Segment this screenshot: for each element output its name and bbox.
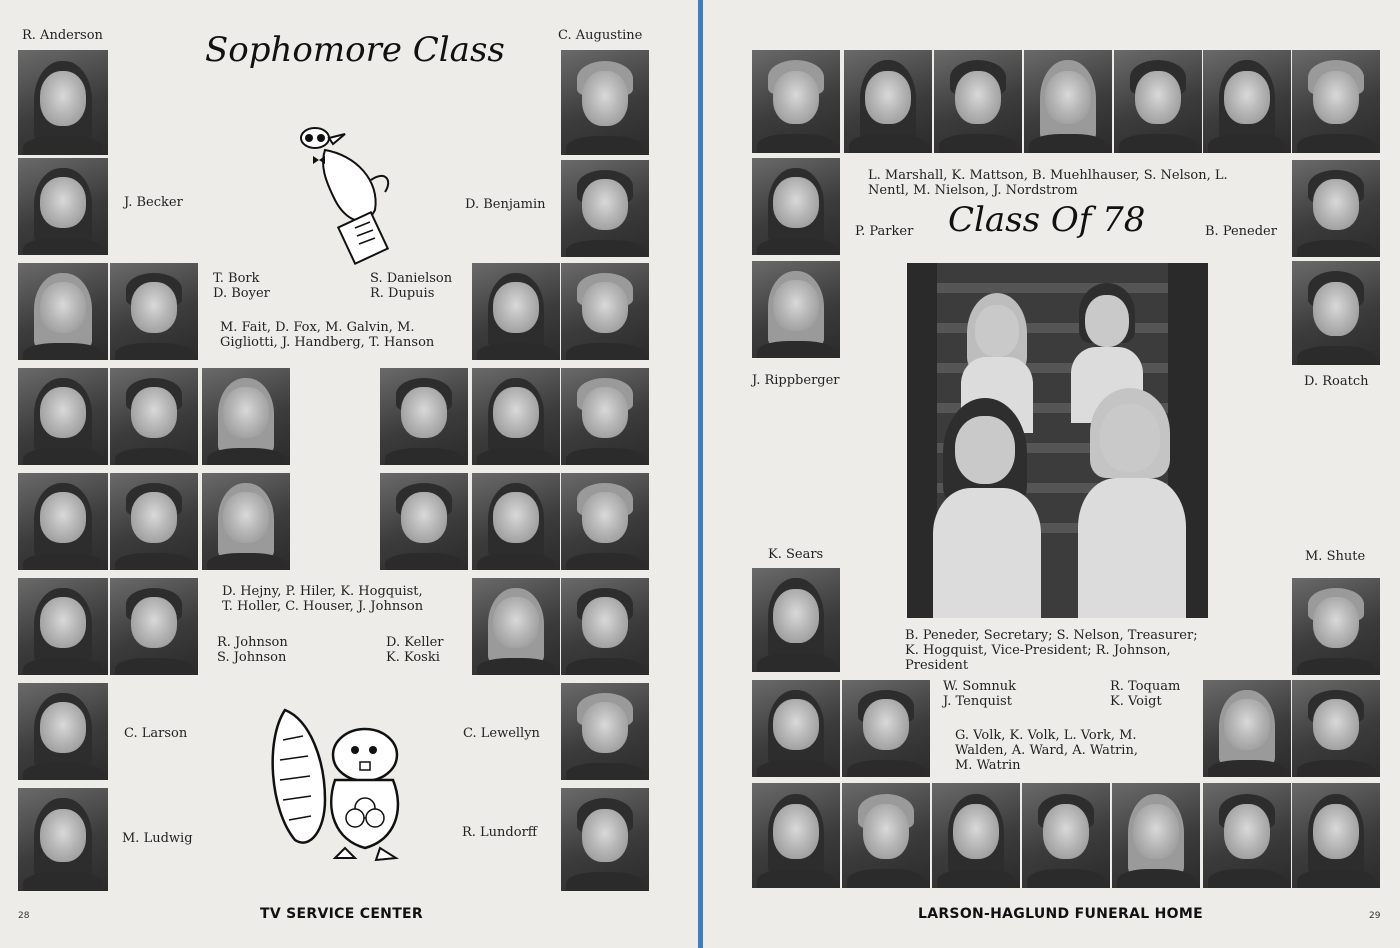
student-portrait xyxy=(18,158,108,255)
student-portrait xyxy=(472,263,560,360)
student-portrait xyxy=(110,473,198,570)
student-portrait xyxy=(752,50,840,153)
student-portrait xyxy=(844,50,932,153)
caption-officers: B. Peneder, Secretary; S. Nelson, Treasurer; K. Hogquist, Vice-President; R. Johnson, President xyxy=(905,628,1198,673)
class-officers-group-photo xyxy=(907,263,1208,618)
caption-peneder: B. Peneder xyxy=(1205,224,1277,239)
student-portrait xyxy=(561,160,649,257)
student-portrait xyxy=(752,158,840,255)
student-portrait xyxy=(18,50,108,155)
student-portrait xyxy=(202,368,290,465)
student-portrait xyxy=(934,50,1022,153)
caption-larson: C. Larson xyxy=(124,726,188,741)
student-portrait xyxy=(1292,160,1380,257)
student-portrait xyxy=(842,680,930,777)
caption-johnson-block: R. Johnson S. Johnson xyxy=(217,635,288,665)
student-portrait xyxy=(1292,783,1380,888)
caption-benjamin: D. Benjamin xyxy=(465,197,546,212)
student-portrait xyxy=(1024,50,1112,153)
student-portrait xyxy=(202,473,290,570)
caption-augustine: C. Augustine xyxy=(558,28,643,43)
student-portrait xyxy=(380,368,468,465)
student-portrait xyxy=(752,568,840,672)
caption-somnuk-block: W. Somnuk J. Tenquist xyxy=(943,679,1017,709)
class-of-78-title: Class Of 78 xyxy=(948,200,1146,240)
caption-toquam-block: R. Toquam K. Voigt xyxy=(1110,679,1181,709)
student-portrait xyxy=(1203,783,1291,888)
student-portrait xyxy=(1203,680,1291,777)
student-portrait xyxy=(18,683,108,780)
student-portrait xyxy=(1292,261,1380,365)
student-portrait xyxy=(18,473,108,570)
caption-ludwig: M. Ludwig xyxy=(122,831,193,846)
student-portrait xyxy=(561,263,649,360)
caption-anderson: R. Anderson xyxy=(22,28,103,43)
chicken-cartoon-icon xyxy=(285,120,405,270)
caption-sears: K. Sears xyxy=(768,547,824,562)
student-portrait xyxy=(18,788,108,891)
student-portrait xyxy=(1112,783,1200,888)
student-portrait xyxy=(1292,578,1380,675)
student-portrait xyxy=(561,683,649,780)
student-portrait xyxy=(1203,50,1291,153)
student-portrait xyxy=(1292,680,1380,777)
beaver-cartoon-icon xyxy=(265,700,425,865)
caption-hejny-block: D. Hejny, P. Hiler, K. Hogquist, T. Holler, C. Houser, J. Johnson xyxy=(222,584,424,614)
student-portrait xyxy=(752,783,840,888)
caption-lewellyn: C. Lewellyn xyxy=(463,726,540,741)
student-portrait xyxy=(752,680,840,777)
student-portrait xyxy=(18,263,108,360)
left-footer-sponsor: TV SERVICE CENTER xyxy=(260,906,423,922)
caption-fait-block: M. Fait, D. Fox, M. Galvin, M. Gigliotti, J. Handberg, T. Hanson xyxy=(220,320,435,350)
student-portrait xyxy=(561,788,649,891)
student-portrait xyxy=(110,368,198,465)
student-portrait xyxy=(561,578,649,675)
student-portrait xyxy=(472,368,560,465)
officer-figure xyxy=(927,398,1047,618)
student-portrait xyxy=(561,368,649,465)
right-footer-sponsor: LARSON-HAGLUND FUNERAL HOME xyxy=(918,906,1203,922)
student-portrait xyxy=(561,473,649,570)
caption-keller-block: D. Keller K. Koski xyxy=(386,635,444,665)
student-portrait xyxy=(18,578,108,675)
caption-marshall-block: L. Marshall, K. Mattson, B. Muehlhauser, S. Nelson, L. Nentl, M. Nielson, J. Nordstrom xyxy=(868,168,1228,198)
student-portrait xyxy=(380,473,468,570)
caption-lundorff: R. Lundorff xyxy=(462,825,538,840)
caption-parker: P. Parker xyxy=(855,224,914,239)
student-portrait xyxy=(18,368,108,465)
student-portrait xyxy=(561,50,649,155)
student-portrait xyxy=(842,783,930,888)
sophomore-class-title: Sophomore Class xyxy=(205,30,505,70)
officer-figure xyxy=(1072,388,1192,618)
student-portrait xyxy=(472,578,560,675)
caption-bork-boyer: T. Bork D. Boyer xyxy=(213,271,270,301)
caption-volk-block: G. Volk, K. Volk, L. Vork, M. Walden, A. Ward, A. Watrin, M. Watrin xyxy=(955,728,1138,773)
caption-becker: J. Becker xyxy=(124,195,183,210)
left-page-number: 28 xyxy=(18,911,30,921)
student-portrait xyxy=(1292,50,1380,153)
caption-shute: M. Shute xyxy=(1305,549,1366,564)
student-portrait xyxy=(1114,50,1202,153)
student-portrait xyxy=(1022,783,1110,888)
student-portrait xyxy=(110,578,198,675)
student-portrait xyxy=(752,261,840,358)
right-page-number: 29 xyxy=(1369,911,1381,921)
caption-danielson-dupuis: S. Danielson R. Dupuis xyxy=(370,271,453,301)
caption-rippberger: J. Rippberger xyxy=(752,373,840,388)
caption-roatch: D. Roatch xyxy=(1304,374,1369,389)
student-portrait xyxy=(472,473,560,570)
student-portrait xyxy=(932,783,1020,888)
student-portrait xyxy=(110,263,198,360)
